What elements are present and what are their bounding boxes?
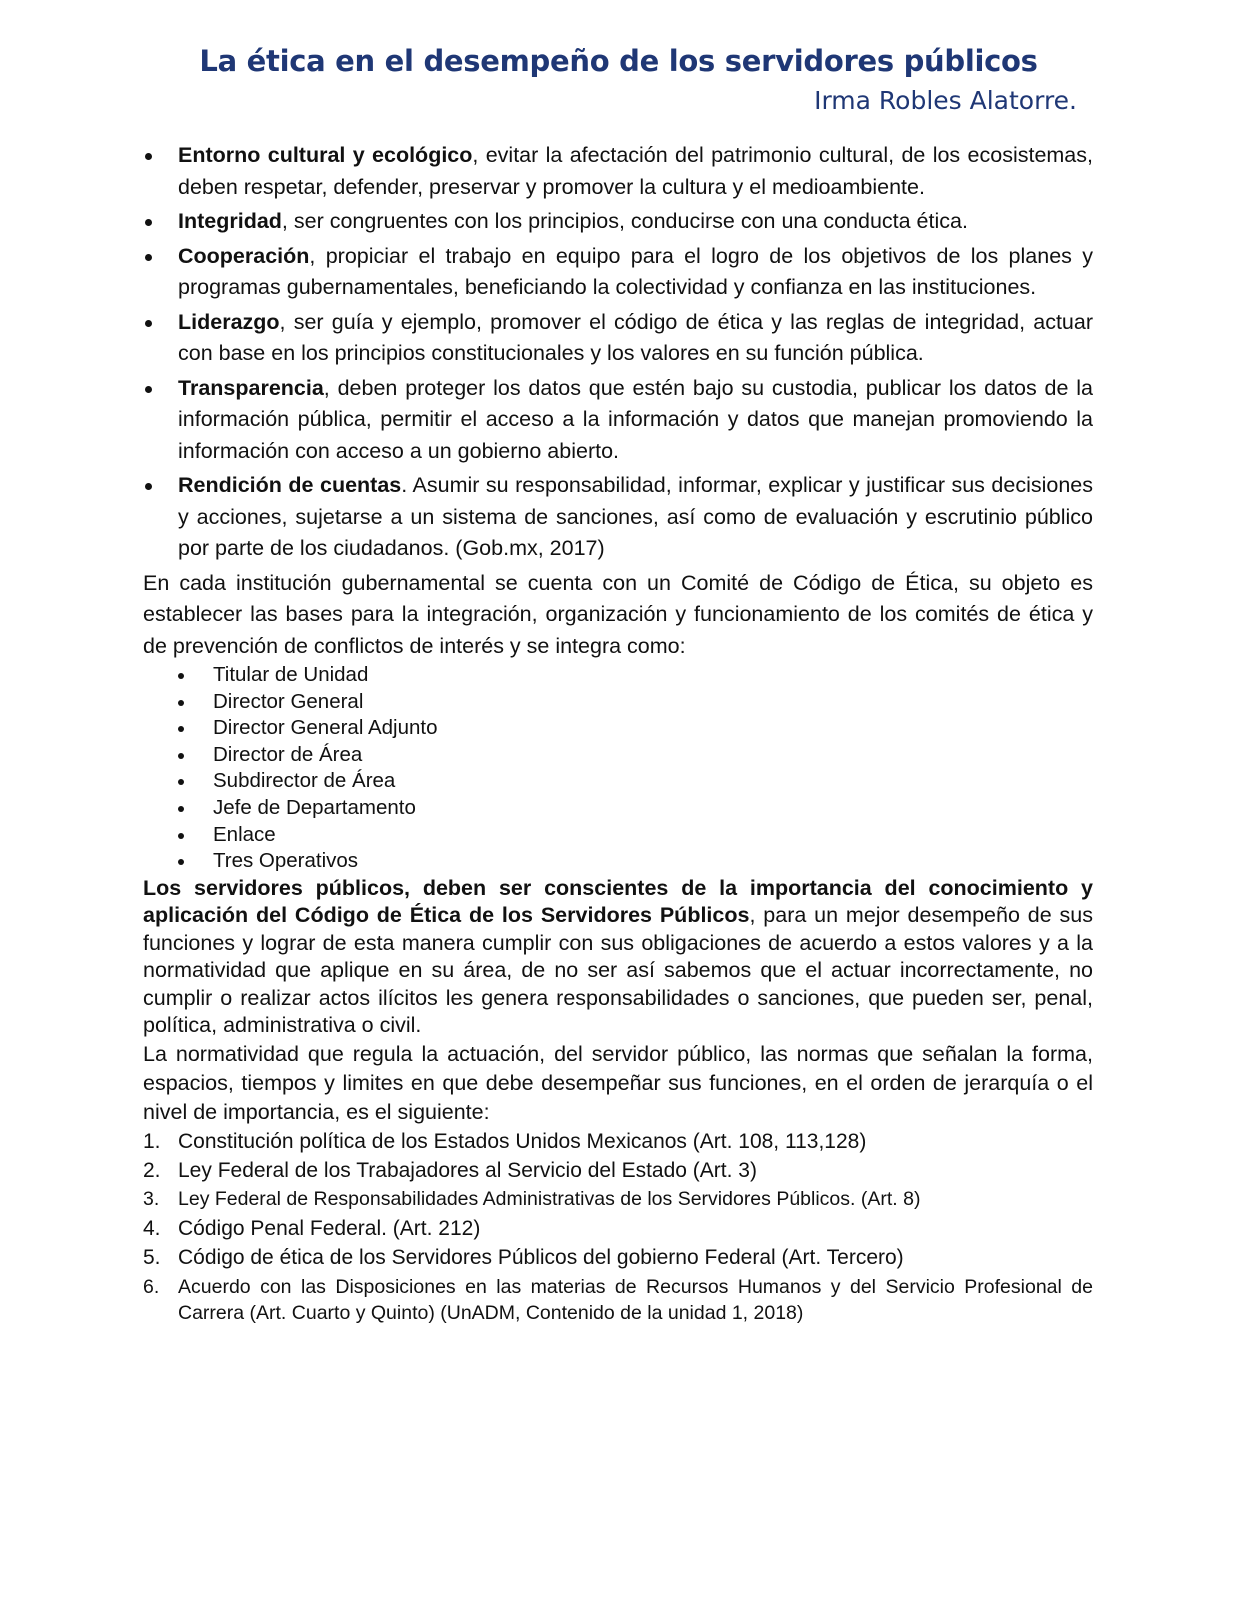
value-description: ser guía y ejemplo, promover el código de ética y las reglas de integridad, actuar con base en los principios constitucionales y los valores en su función pública. xyxy=(178,309,1093,365)
list-item xyxy=(143,1185,1093,1214)
list-item xyxy=(143,206,1093,238)
list-item: Director General Adjunto xyxy=(143,715,1093,742)
servidores-text: , para un mejor desempeño de sus funciones y lograr de esta manera cumplir con sus obligaciones de acuerdo a estos valores y a la normatividad que aplique en su área, de no ser así sabemos que el actuar incorrectamente, no cumplir o realizar actos ilícitos les genera responsabilidades o sanciones, que pueden ser, penal, política, administrativa o civil. xyxy=(143,903,1093,1038)
list-item: Director de Área xyxy=(143,742,1093,769)
normatividad-paragraph: La normatividad que regula la actuación, del servidor público, las normas que señalan la forma, espacios, tiempos y limites en que debe desempeñar sus funciones, en el orden de jerarquía o el nivel de importancia, es el siguiente: xyxy=(143,1041,1093,1124)
comite-paragraph: En cada institución gubernamental se cuenta con un Comité de Código de Ética, su objeto es establecer las bases para la integración, organización y funcionamiento de los comités de ética y de prevención de conflictos de interés y se integra como: xyxy=(143,570,1093,658)
document-title: La ética en el desempeño de los servidores públicos xyxy=(199,44,1038,78)
value-term: Rendición de cuentas xyxy=(178,473,402,497)
law-number: 1. xyxy=(143,1129,161,1153)
servidores-bold-text: Los servidores públicos, deben ser conscientes de la importancia del conocimiento y aplicación del Código de Ética de los Servidores Públicos xyxy=(143,875,1093,928)
law-text: Acuerdo con las Disposiciones en las materias de Recursos Humanos y del Servicio Profesional de Carrera (Art. Cuarto y Quinto) (UnADM, Contenido de la unidad 1, 2018) xyxy=(178,1275,1093,1324)
document-author: Irma Robles Alatorre. xyxy=(814,86,1077,115)
value-description: deben proteger los datos que estén bajo su custodia, publicar los datos de la información pública, permitir el acceso a la información y datos que manejan promoviendo la información con acceso a un gobierno abierto. xyxy=(178,375,1093,463)
committee-members-list xyxy=(143,662,1093,875)
law-text: Ley Federal de los Trabajadores al Servicio del Estado (Art. 3) xyxy=(178,1158,757,1182)
value-separator: , xyxy=(472,143,479,167)
value-separator: , xyxy=(323,375,330,400)
law-text: Código de ética de los Servidores Públicos del gobierno Federal (Art. Tercero) xyxy=(178,1245,904,1269)
list-item xyxy=(143,1214,1093,1243)
value-separator: , xyxy=(279,309,286,334)
list-item xyxy=(143,307,1093,370)
value-separator: . xyxy=(401,473,408,497)
value-term: Transparencia xyxy=(178,375,324,400)
list-item xyxy=(143,140,1093,203)
list-item: Enlace xyxy=(143,822,1093,849)
value-term: Integridad xyxy=(178,209,282,233)
list-item: Jefe de Departamento xyxy=(143,795,1093,822)
list-item: Director General xyxy=(143,689,1093,716)
value-description: ser congruentes con los principios, conducirse con una conducta ética. xyxy=(287,209,968,233)
document-body xyxy=(143,140,1093,1326)
servidores-paragraph xyxy=(143,875,1093,1040)
list-item xyxy=(143,1274,1093,1326)
list-item xyxy=(143,470,1093,565)
law-text: Constitución política de los Estados Unidos Mexicanos (Art. 108, 113,128) xyxy=(178,1129,867,1153)
law-text: Ley Federal de Responsabilidades Administrativas de los Servidores Públicos. (Art. 8) xyxy=(178,1187,921,1210)
list-item xyxy=(143,1127,1093,1156)
law-number: 6. xyxy=(143,1275,160,1298)
law-number: 3. xyxy=(143,1187,160,1210)
values-list xyxy=(143,140,1093,565)
law-number: 2. xyxy=(143,1158,161,1182)
law-text: Código Penal Federal. (Art. 212) xyxy=(178,1216,481,1240)
law-number: 5. xyxy=(143,1245,161,1269)
list-item: Titular de Unidad xyxy=(143,662,1093,689)
value-description: propiciar el trabajo en equipo para el logro de los objetivos de los planes y programas gubernamentales, beneficiando la colectividad y confianza en las instituciones. xyxy=(178,243,1093,299)
list-item xyxy=(143,241,1093,304)
list-item xyxy=(143,1156,1093,1185)
list-item: Tres Operativos xyxy=(143,848,1093,875)
value-description: Asumir su responsabilidad, informar, explicar y justificar sus decisiones y acciones, sujetarse a un sistema de sanciones, así como de evaluación y escrutinio público por parte de los ciudadanos. (Gob.mx, 2017) xyxy=(178,473,1093,560)
value-term: Entorno cultural y ecológico xyxy=(178,143,473,167)
list-item: Subdirector de Área xyxy=(143,768,1093,795)
value-separator: , xyxy=(281,209,288,233)
value-description: evitar la afectación del patrimonio cultural, de los ecosistemas, deben respetar, defender, preservar y promover la cultura y el medioambiente. xyxy=(178,143,1093,199)
laws-list xyxy=(143,1127,1093,1326)
law-number: 4. xyxy=(143,1216,161,1240)
value-term: Liderazgo xyxy=(178,309,280,334)
list-item xyxy=(143,373,1093,468)
list-item xyxy=(143,1243,1093,1272)
value-term: Cooperación xyxy=(178,243,310,268)
value-separator: , xyxy=(309,243,316,268)
